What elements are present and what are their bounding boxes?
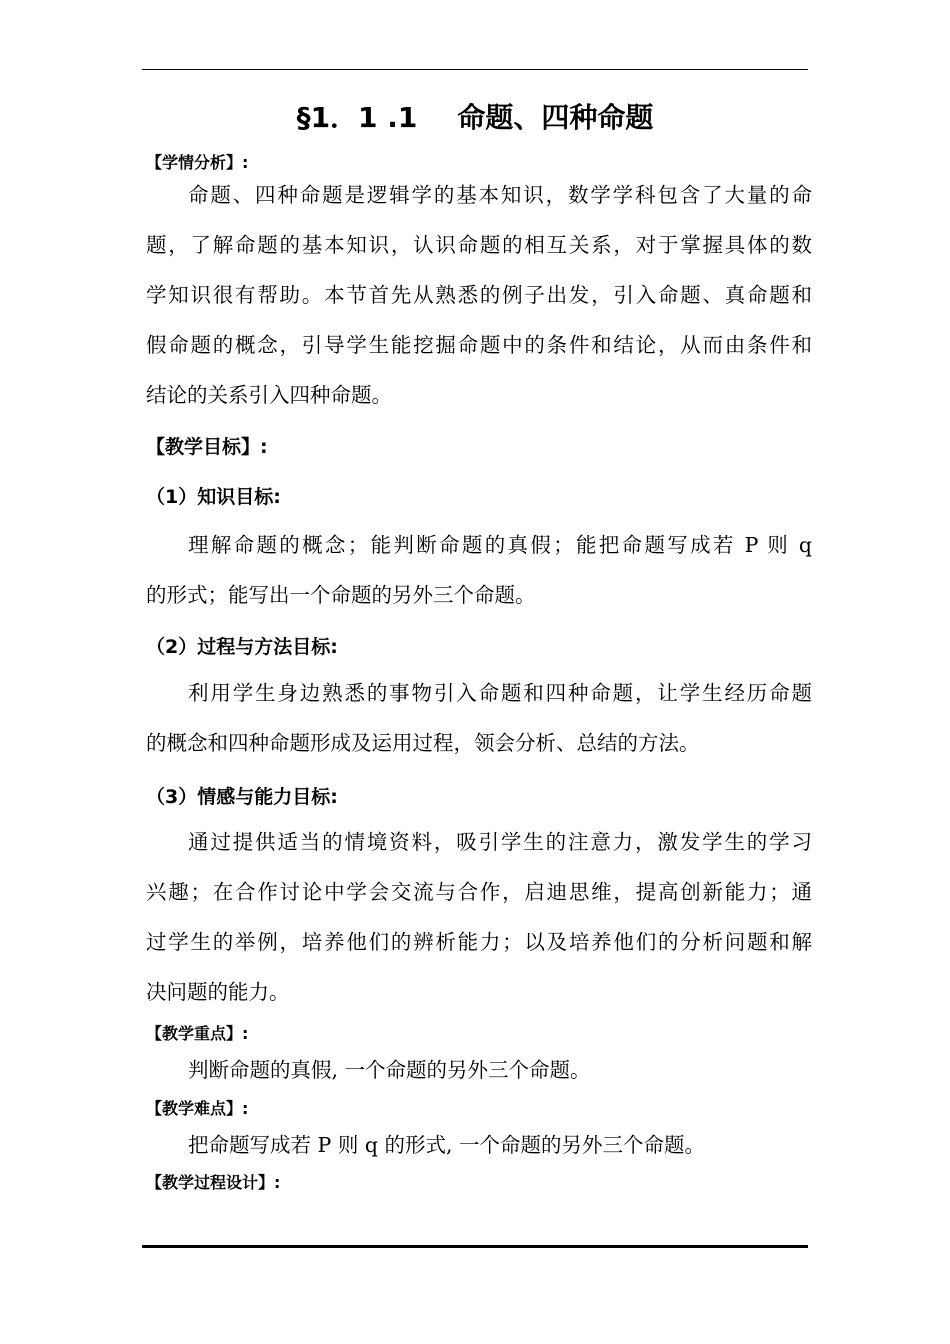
goals-heading: 【教学目标】: [146,436,268,458]
key-points-text: 判断命题的真假, 一个命题的另外三个命题。 [188,1058,591,1082]
analysis-paragraph [146,170,812,420]
difficulties-heading: 【教学难点】: [146,1099,249,1118]
paragraph-line: 学知识很有帮助。本节首先从熟悉的例子出发，引入命题、真命题和 [146,283,812,307]
paragraph-line: 过学生的举例，培养他们的辨析能力；以及培养他们的分析问题和解 [146,930,812,954]
analysis-heading: 【学情分析】: [146,153,249,172]
process-goal-paragraph [146,668,812,768]
paragraph-line: 的形式；能写出一个命题的另外三个命题。 [146,583,536,607]
top-rule [142,69,808,70]
key-points-heading: 【教学重点】: [146,1024,249,1043]
paragraph-line: 命题、四种命题是逻辑学的基本知识，数学学科包含了大量的命 [188,183,812,207]
knowledge-goal-heading: （1）知识目标: [146,486,281,508]
process-goal-heading: （2）过程与方法目标: [146,636,338,658]
page-title [142,96,808,136]
knowledge-goal-paragraph [146,520,812,620]
section-number: §1．1 .1 [296,101,418,134]
process-design-heading: 【教学过程设计】: [146,1173,281,1192]
paragraph-line: 利用学生身边熟悉的事物引入命题和四种命题，让学生经历命题 [188,681,812,705]
paragraph-line: 题，了解命题的基本知识，认识命题的相互关系，对于掌握具体的数 [146,233,812,257]
difficulties-text: 把命题写成若 P 则 q 的形式, 一个命题的另外三个命题。 [188,1133,706,1157]
paragraph-line: 通过提供适当的情境资料，吸引学生的注意力，激发学生的学习 [188,830,812,854]
paragraph-line: 的概念和四种命题形成及运用过程，领会分析、总结的方法。 [146,731,700,755]
paragraph-line: 兴趣；在合作讨论中学会交流与合作，启迪思维，提高创新能力；通 [146,880,812,904]
emotion-goal-heading: （3）情感与能力目标: [146,786,338,808]
paragraph-line: 结论的关系引入四种命题。 [146,383,392,407]
emotion-goal-paragraph [146,817,812,1017]
paragraph-line: 决问题的能力。 [146,980,290,1004]
paragraph-line: 假命题的概念，引导学生能挖掘命题中的条件和结论，从而由条件和 [146,333,812,357]
bottom-rule [142,1245,808,1248]
paragraph-line: 理解命题的概念；能判断命题的真假；能把命题写成若 P 则 q [188,533,812,557]
title-text: 命题、四种命题 [457,101,654,134]
